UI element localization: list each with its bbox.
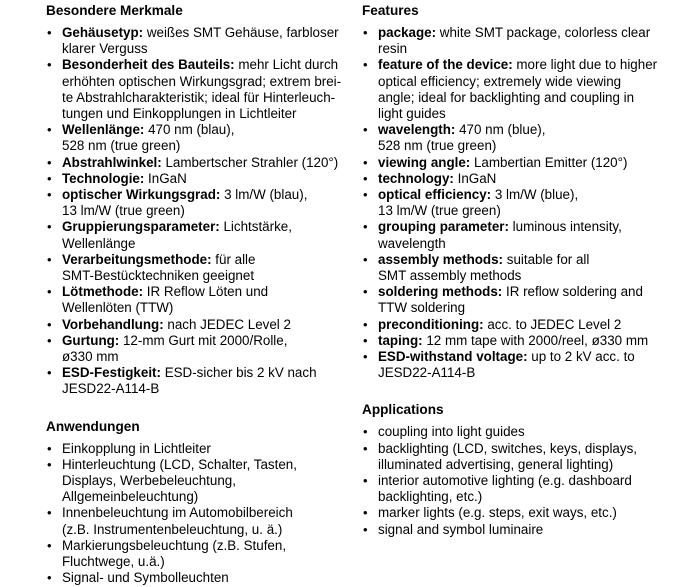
features-heading-english: Features: [362, 3, 419, 18]
feature-term: optical efficiency:: [378, 187, 492, 203]
feature-first-line: [378, 57, 662, 73]
feature-first-line: [62, 252, 346, 268]
application-line: • Innenbeleuchtung im Automobilbereich: [62, 505, 293, 521]
feature-term: Gruppierungsparameter:: [62, 219, 220, 235]
english-column: [362, 0, 662, 538]
feature-value: InGaN: [453, 170, 497, 186]
feature-item: [46, 284, 346, 316]
feature-first-line: [378, 122, 662, 138]
feature-first-line: [378, 219, 662, 235]
feature-value: 12-mm Gurt mit 2000/Rolle,: [119, 332, 288, 348]
application-line: • interior automotive lighting (e.g. dashboard: [378, 473, 632, 489]
feature-first-line: [378, 284, 662, 300]
application-item: [46, 538, 346, 570]
feature-item: [46, 187, 346, 219]
application-line: • marker lights (e.g. steps, exit ways, etc.): [378, 505, 617, 521]
feature-value: 12 mm tape with 2000/reel, ø330 mm: [422, 332, 649, 348]
feature-item: [362, 284, 662, 316]
feature-value: white SMT package, colorless clear: [436, 25, 651, 40]
feature-value: suitable for all: [503, 251, 590, 267]
feature-first-line: [378, 187, 662, 203]
feature-item: [362, 155, 662, 171]
feature-term: viewing angle:: [378, 154, 471, 170]
feature-first-line: [378, 155, 662, 171]
feature-continuation-line: light guides: [378, 106, 446, 122]
feature-first-line: [378, 252, 662, 268]
feature-continuation-line: 13 lm/W (true green): [62, 203, 185, 219]
feature-continuation-line: 528 nm (true green): [62, 138, 181, 154]
feature-value: 470 nm (blau),: [144, 122, 235, 138]
feature-item: [46, 365, 346, 397]
feature-term: Wellenlänge:: [62, 122, 145, 138]
feature-continuation-line: Wellenlöten (TTW): [62, 300, 174, 316]
feature-first-line: [62, 171, 346, 187]
application-line: Fluchtwege, u.ä.): [62, 554, 165, 570]
feature-value: acc. to JEDEC Level 2: [483, 316, 622, 332]
feature-term: soldering methods:: [378, 284, 503, 300]
application-item: [46, 441, 346, 457]
german-column: [46, 0, 346, 587]
feature-continuation-line: te Abstrahlcharakteristik; ideal für Hinterleuch-: [62, 89, 336, 105]
feature-item: [46, 171, 346, 187]
feature-item: [362, 171, 662, 187]
application-line: • Einkopplung in Lichtleiter: [62, 440, 211, 456]
feature-item: [46, 252, 346, 284]
feature-term: feature of the device:: [378, 57, 513, 73]
feature-first-line: [62, 57, 346, 73]
feature-item: [46, 122, 346, 154]
feature-value: more light due to higher: [512, 57, 658, 73]
feature-continuation-line: JESD22-A114-B: [62, 381, 160, 397]
feature-value: 470 nm (blue),: [455, 122, 546, 138]
feature-term: package:: [378, 25, 437, 40]
application-line: • backlighting (LCD, switches, keys, displays,: [378, 440, 637, 456]
application-line: • Signal- und Symbolleuchten: [62, 570, 229, 586]
application-item: [46, 570, 346, 586]
feature-continuation-line: TTW soldering: [378, 300, 466, 316]
feature-first-line: [62, 317, 346, 333]
application-line: (z.B. Instrumentenbeleuchtung, u. ä.): [62, 521, 283, 537]
feature-term: Gurtung:: [62, 332, 120, 348]
feature-term: Verarbeitungsmethode:: [62, 251, 212, 267]
feature-term: Besonderheit des Bauteils:: [62, 57, 235, 73]
application-item: [362, 424, 662, 440]
feature-first-line: [62, 284, 346, 300]
feature-continuation-line: 528 nm (true green): [378, 138, 497, 154]
feature-first-line: [62, 333, 346, 349]
feature-value: Lambertian Emitter (120°): [470, 154, 628, 170]
feature-first-line: [62, 122, 346, 138]
feature-continuation-line: wavelength: [378, 235, 446, 251]
feature-continuation-line: ø330 mm: [62, 349, 119, 365]
feature-item: [362, 252, 662, 284]
feature-item: [46, 57, 346, 122]
feature-value: up to 2 kV acc. to: [527, 349, 635, 365]
feature-term: ESD-Festigkeit:: [62, 365, 161, 381]
feature-first-line: [62, 187, 346, 203]
features-heading-german: Besondere Merkmale: [46, 3, 183, 18]
feature-value: nach JEDEC Level 2: [163, 316, 291, 332]
feature-first-line: [378, 25, 662, 41]
feature-item: [46, 317, 346, 333]
feature-first-line: [378, 171, 662, 187]
applications-list-english: [362, 424, 662, 537]
feature-continuation-line: optical efficiency; extremely wide viewing: [378, 73, 622, 89]
feature-term: assembly methods:: [378, 251, 504, 267]
feature-continuation-line: JESD22-A114-B: [378, 365, 476, 381]
feature-first-line: [378, 317, 662, 333]
feature-continuation-line: 13 lm/W (true green): [378, 203, 501, 219]
feature-item: [362, 349, 662, 381]
feature-term: taping:: [378, 332, 423, 348]
feature-term: ESD-withstand voltage:: [378, 349, 528, 365]
feature-first-line: [378, 349, 662, 365]
feature-value: IR Reflow Löten und: [143, 284, 269, 300]
application-line: • signal and symbol luminaire: [378, 521, 544, 537]
feature-item: [46, 333, 346, 365]
feature-item: [46, 155, 346, 171]
feature-term: wavelength:: [378, 122, 456, 138]
feature-first-line: [378, 333, 662, 349]
feature-continuation-line: SMT assembly methods: [378, 268, 522, 284]
feature-continuation-line: angle; ideal for backlighting and coupling in: [378, 89, 635, 105]
feature-value: 3 lm/W (blau),: [220, 187, 308, 203]
feature-item: [46, 219, 346, 251]
feature-item: [362, 187, 662, 219]
feature-item: [362, 25, 662, 57]
feature-value: weißes SMT Gehäuse, farbloser: [143, 25, 339, 40]
feature-item: [362, 219, 662, 251]
feature-term: technology:: [378, 170, 454, 186]
feature-term: optischer Wirkungsgrad:: [62, 187, 221, 203]
applications-heading-english: Applications: [362, 402, 444, 418]
application-item: [362, 473, 662, 505]
features-list-english: [362, 25, 662, 381]
feature-continuation-line: Wellenlänge: [62, 235, 136, 251]
application-line: • coupling into light guides: [378, 424, 525, 440]
application-item: [362, 522, 662, 538]
feature-term: Vorbehandlung:: [62, 316, 164, 332]
feature-continuation-line: tungen und Einkopplungen in Lichtleiter: [62, 106, 297, 122]
feature-item: [362, 333, 662, 349]
feature-continuation-line: resin: [378, 41, 408, 57]
feature-value: IR reflow soldering and: [502, 284, 643, 300]
feature-term: preconditioning:: [378, 316, 484, 332]
feature-value: InGaN: [144, 170, 187, 186]
application-line: • Markierungsbeleuchtung (z.B. Stufen,: [62, 537, 287, 553]
feature-item: [362, 317, 662, 333]
applications-list-german: [46, 441, 346, 587]
feature-term: Gehäusetyp:: [62, 25, 144, 40]
feature-first-line: [62, 155, 346, 171]
feature-term: grouping parameter:: [378, 219, 509, 235]
application-item: [46, 457, 346, 506]
features-list-german: [46, 25, 346, 398]
feature-first-line: [62, 25, 346, 41]
applications-heading-german: Anwendungen: [46, 418, 140, 434]
application-line: Displays, Werbebeleuchtung,: [62, 473, 236, 489]
feature-value: für alle: [211, 251, 256, 267]
feature-item: [362, 122, 662, 154]
feature-value: ESD-sicher bis 2 kV nach: [160, 365, 317, 381]
application-line: backlighting, etc.): [378, 489, 483, 505]
feature-value: Lichtstärke,: [219, 219, 292, 235]
application-item: [362, 505, 662, 521]
feature-item: [362, 57, 662, 122]
feature-value: Lambertscher Strahler (120°): [161, 154, 339, 170]
feature-value: luminous intensity,: [508, 219, 622, 235]
feature-term: Abstrahlwinkel:: [62, 154, 162, 170]
feature-value: 3 lm/W (blue),: [491, 187, 579, 203]
feature-term: Technologie:: [62, 170, 145, 186]
feature-continuation-line: SMT-Bestücktechniken geeignet: [62, 268, 255, 284]
application-item: [362, 441, 662, 473]
feature-term: Lötmethode:: [62, 284, 144, 300]
feature-first-line: [62, 219, 346, 235]
feature-continuation-line: klarer Verguss: [62, 41, 148, 57]
application-item: [46, 505, 346, 537]
application-line: Allgemeinbeleuchtung): [62, 489, 199, 505]
feature-item: [46, 25, 346, 57]
application-line: illuminated advertising, general lighting): [378, 456, 614, 472]
application-line: • Hinterleuchtung (LCD, Schalter, Tasten,: [62, 456, 297, 472]
feature-value: mehr Licht durch: [234, 57, 339, 73]
feature-continuation-line: erhöhten optischen Wirkungsgrad; extrem brei-: [62, 73, 342, 89]
feature-first-line: [62, 365, 346, 381]
